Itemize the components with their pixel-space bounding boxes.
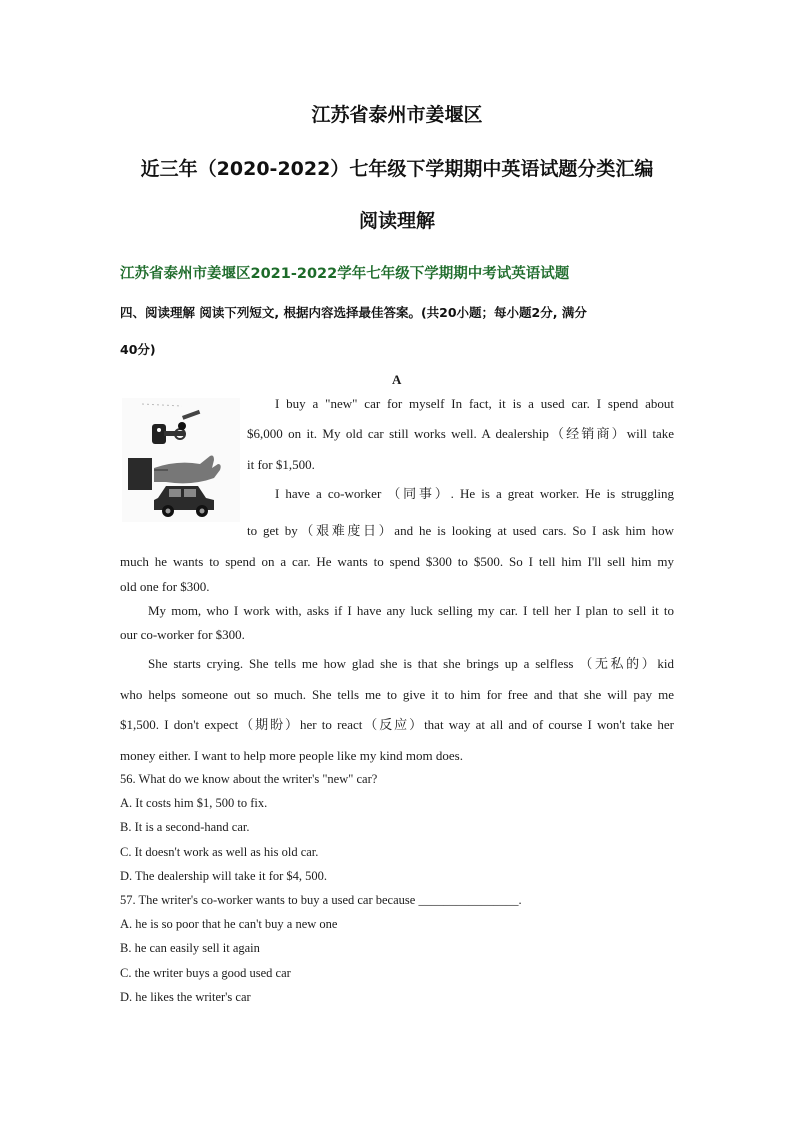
source-title: 江苏省泰州市姜堰区2021-2022学年七年级下学期期中考试英语试题 bbox=[120, 266, 570, 282]
passage-line: I have a co-worker （同事）. He is a great worker. He is struggling bbox=[275, 486, 674, 501]
passage-label: A bbox=[392, 372, 402, 387]
section-instructions-line2: 40分) bbox=[120, 342, 156, 357]
question-56-option-d: D. The dealership will take it for $4, 500. bbox=[120, 869, 328, 883]
passage-line: $6,000 on it. My old car still works well. A dealership（经销商）will take bbox=[247, 426, 674, 441]
question-57-option-b: B. he can easily sell it again bbox=[120, 941, 260, 955]
question-56-option-b: B. It is a second-hand car. bbox=[120, 820, 250, 834]
passage-line: I buy a "new" car for myself In fact, it is a used car. I spend about bbox=[275, 396, 674, 411]
passage-line: She starts crying. She tells me how glad she is that she brings up a selfless （无私的）kid bbox=[148, 656, 674, 671]
question-56-stem: 56. What do we know about the writer's "new" car? bbox=[120, 772, 378, 786]
question-57-option-a: A. he is so poor that he can't buy a new one bbox=[120, 917, 338, 931]
document-subtitle: 近三年（2020-2022）七年级下学期期中英语试题分类汇编 bbox=[140, 158, 654, 180]
document-title: 江苏省泰州市姜堰区 bbox=[311, 104, 483, 126]
question-57-option-d: D. he likes the writer's car bbox=[120, 990, 251, 1004]
car-keys-hand-illustration bbox=[122, 398, 240, 522]
passage-line: old one for $300. bbox=[120, 579, 210, 594]
passage-line: our co-worker for $300. bbox=[120, 627, 245, 642]
question-57-option-c: C. the writer buys a good used car bbox=[120, 966, 291, 980]
passage-line: money either. I want to help more people like my kind mom does. bbox=[120, 748, 463, 763]
question-57-stem: 57. The writer's co-worker wants to buy a used car because ________________. bbox=[120, 893, 522, 907]
passage-line: who helps someone out so much. She tells me to give it to him for free and that she will pay me bbox=[120, 687, 674, 702]
passage-line: My mom, who I work with, asks if I have any luck selling my car. I tell her I plan to sell it to bbox=[148, 603, 674, 618]
section-instructions-line1: 四、阅读理解 阅读下列短文, 根据内容选择最佳答案。(共20小题；每小题2分, 满分 bbox=[120, 305, 587, 320]
question-56-option-c: C. It doesn't work as well as his old car. bbox=[120, 845, 319, 859]
passage-line: $1,500. I don't expect（期盼）her to react（反应）that way at all and of course I won't take her bbox=[120, 717, 674, 732]
question-56-option-a: A. It costs him $1, 500 to fix. bbox=[120, 796, 268, 810]
passage-line: it for $1,500. bbox=[247, 457, 315, 472]
section-heading: 阅读理解 bbox=[358, 210, 435, 232]
passage-line: to get by（艰难度日）and he is looking at used cars. So I ask him how bbox=[247, 523, 674, 538]
passage-line: much he wants to spend on a car. He wants to spend $300 to $500. So I tell him I'll sell him my bbox=[120, 554, 674, 569]
